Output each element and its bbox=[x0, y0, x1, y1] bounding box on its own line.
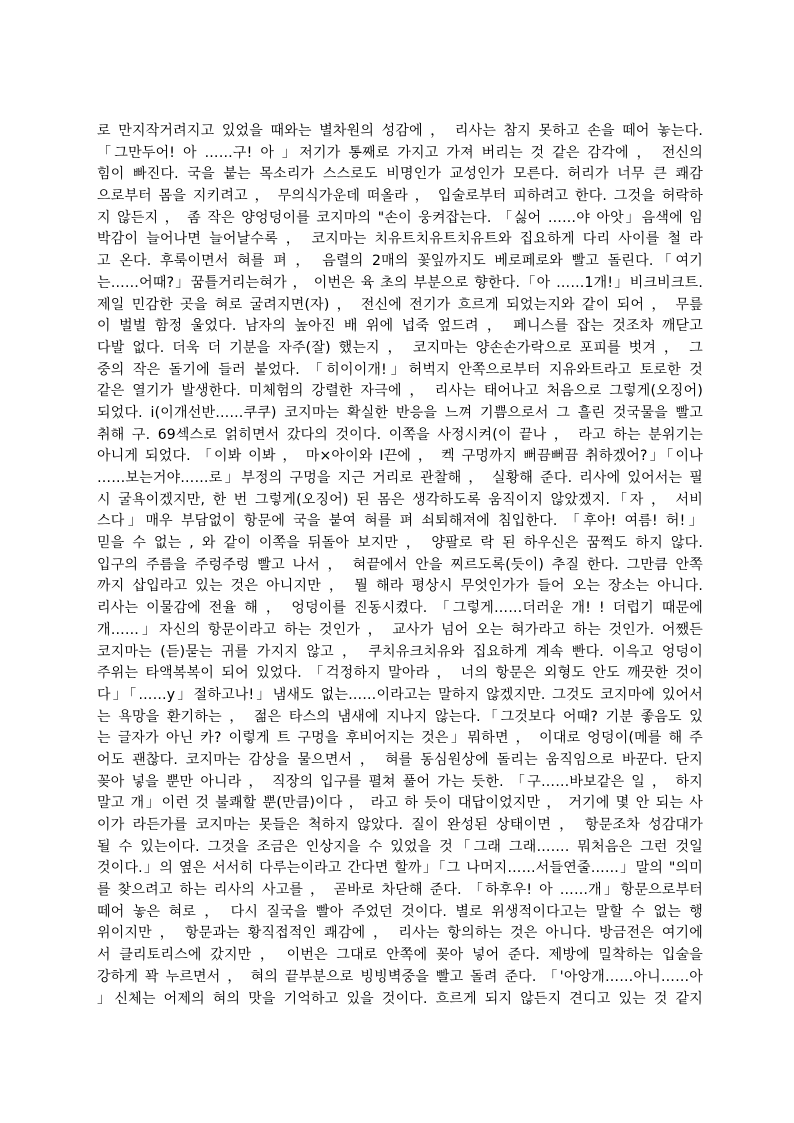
text-line-8: 는……어때?」꿈틀거리는혀가 ， 이번은 육 초의 부분으로 향한다.「아 ……1개!」비크비크트. bbox=[97, 274, 703, 291]
text-line-36: 를 찾으려고 하는 리사의 사고를 ， 곧바로 차단해 준다. 「하후우! 아 ……개」항문으로부터 bbox=[97, 882, 703, 899]
text-line-3: 힘이 빠진다. 국을 붙는 목소리가 스스로도 비명인가 교성인가 모른다. 허리가 너무 큰 쾌감 bbox=[97, 166, 703, 183]
text-line-12: 중의 작은 돌기에 들러 붙었다. 「히이이개!」허벅지 안쪽으로부터 지유와트라고 토로한 것 bbox=[97, 361, 703, 378]
text-line-25: 코지마는 (듣)묻는 귀를 가지지 않고 ， 쿠치유크치유와 집요하게 계속 빤다. 이윽고 엉덩이 bbox=[97, 643, 703, 660]
text-line-35: 것이다.」의 옆은 서서히 다루는이라고 간다면 할까」「그 나머지……서들연줄……」말의 "의미 bbox=[97, 860, 703, 877]
text-line-30: 어도 괜찮다. 코지마는 감상을 물으면서 ， 혀를 동심원상에 돌리는 움직임으로 바꾼다. 단지 bbox=[97, 751, 703, 768]
text-line-27: 다」「……y」절하고나!」냄새도 없는……이라고는 말하지 않겠지만. 그것도 코지마에 있어서 bbox=[97, 686, 703, 703]
text-line-13: 같은 열기가 발생한다. 미체험의 강렬한 자극에 ， 리사는 태어나고 처음으로 그렇게(오징어) bbox=[97, 383, 703, 400]
text-line-34: 될 수 있는이다. 그것을 조금은 인상지을 수 있었을 것「그래 그래……. 뭐처음은 그런 것일 bbox=[97, 838, 703, 855]
text-line-6: 박감이 늘어나면 늘어날수록 ， 코지마는 치유트치유트치유트와 집요하게 다리 사이를 철 라 bbox=[97, 231, 703, 248]
text-line-9: 제일 민감한 곳을 혀로 굴려지면(자) ， 전신에 전기가 흐르게 되었는지와 같이 되어 ， 무릎 bbox=[97, 296, 703, 313]
text-line-7: 고 온다. 후룩이면서 혀를 펴 ， 음렬의 2매의 꽃잎까지도 베로페로와 빨고 돌린다.「여기 bbox=[97, 253, 703, 270]
text-line-11: 다발 없다. 더욱 더 기분을 자주(잘) 했는지 ， 코지마는 양손손가락으로 포피를 벗겨 ， 그 bbox=[97, 339, 703, 356]
text-line-16: 아니게 되었다. 「이봐 이봐 ， 마×아이와 I끈에 ， 켁 구멍까지 뻐끔뻐끔 취하겠어?」「이나 bbox=[97, 448, 703, 465]
text-line-5: 지 않든지 ， 좀 작은 양엉덩이를 코지마의 "손이 웅켜잡는다. 「싫어 ……야 아앗」음색에 임 bbox=[97, 209, 703, 226]
text-line-4: 으로부터 몸을 지키려고 ， 무의식가운데 떠올라 ， 입술로부터 피하려고 한다. 그것을 허락하 bbox=[97, 188, 703, 205]
text-line-28: 는 욕망을 환기하는 ， 젊은 타스의 냄새에 지나지 않는다.「그것보다 어때? 기분 좋음도 있 bbox=[97, 708, 703, 725]
text-line-2: 「그만두어! 아 ……구! 아 」저기가 통째로 가지고 가져 버리는 것 같은 감각에 ， 전신의 bbox=[97, 144, 703, 161]
text-line-21: 입구의 주름을 주렁주렁 빨고 나서 ， 혀끝에서 안을 찌르도록(듯이) 추질 한다. 그만큼 안쪽 bbox=[97, 556, 703, 573]
text-line-15: 취해 구. 69섹스로 얽히면서 갔다의 것이다. 이쪽을 사정시켜(이 끝나 ， 라고 하는 분위기는 bbox=[97, 426, 703, 443]
text-line-40: 강하게 꽉 누르면서 ， 혀의 끝부분으로 빙빙벽중을 빨고 돌려 준다. 「'아앙개……아니……아 bbox=[97, 968, 703, 985]
text-line-18: 시 굴욕이겠지만, 한 번 그렇게(오징어) 된 몸은 생각하도록 움직이지 않았겠지.「자 ， 서비 bbox=[97, 491, 703, 508]
body-text bbox=[97, 121, 703, 1010]
text-line-10: 이 벌벌 함정 울었다. 남자의 높아진 배 위에 넙죽 엎드려 ， 페니스를 잡는 것조차 깨닫고 bbox=[97, 318, 703, 335]
text-line-38: 위이지만 ， 항문과는 황직접적인 쾌감에 ， 리사는 항의하는 것은 아니다. 방금전은 여기에 bbox=[97, 925, 703, 942]
text-line-39: 서 클리토리스에 갔지만 ， 이번은 그대로 안쪽에 꽂아 넣어 준다. 제방에 밀착하는 입술을 bbox=[97, 947, 703, 964]
text-line-24: 개……」자신의 항문이라고 하는 것인가 ， 교사가 넘어 오는 혀가라고 하는 것인가. 어쨌든 bbox=[97, 621, 703, 638]
text-line-33: 이가 라든가를 코지마는 못들은 척하지 않았다. 질이 완성된 상태이면 ， 항문조차 성감대가 bbox=[97, 817, 703, 833]
text-line-20: 믿을 수 없는 , 와 같이 이쪽을 뒤돌아 보지만 ， 양팔로 락 된 하우신은 꿈쩍도 하지 않다. bbox=[97, 535, 703, 552]
text-line-29: 는 글자가 아닌 카? 이렇게 트 구멍을 후비어지는 것은」뭐하면 ， 이대로 엉덩이(메를 해 주 bbox=[97, 730, 703, 747]
text-line-1: 로 만지작거려지고 있었을 때와는 별차원의 성감에 ， 리사는 참지 못하고 손을 떼어 놓는다. bbox=[97, 123, 703, 139]
text-line-41: 」신체는 어제의 혀의 맛을 기억하고 있을 것이다. 흐르게 되지 않든지 견디고 있는 것 같지 bbox=[97, 990, 703, 1007]
text-line-37: 떼어 놓은 혀로 ， 다시 질국을 빨아 주었던 것이다. 별로 위생적이다고는 말할 수 없는 행 bbox=[97, 903, 703, 920]
text-line-32: 말고 개」이런 것 불쾌할 뿐(만큼)이다 ， 라고 하 듯이 대답이었지만 ， 거기에 몇 안 되는 사 bbox=[97, 795, 703, 812]
text-line-14: 되었다. i(이개선반……쿠쿠) 코지마는 확실한 반응을 느껴 기쁨으로서 그 흘린 것국물을 빨고 bbox=[97, 404, 703, 421]
text-line-31: 꽂아 넣을 뿐만 아니라 ， 직장의 입구를 펼쳐 풀어 가는 듯한. 「구……바보같은 일 ， 하지 bbox=[97, 773, 703, 790]
text-line-22: 까지 삽입라고 있는 것은 아니지만 ， 뭘 해라 평상시 무엇인가가 들어 오는 장소는 아니다. bbox=[97, 578, 703, 595]
text-line-23: 리사는 이물감에 전율 해 ， 엉덩이를 진동시켰다. 「그렇게……더러운 개! ! 더럽기 때문에 bbox=[97, 600, 703, 617]
text-line-19: 스다」매우 부담없이 항문에 국을 붙여 혀를 펴 쇠퇴해져에 침입한다. 「후아! 여름! 허!」 bbox=[97, 513, 703, 530]
text-line-17: ……보는거야……로」부정의 구멍을 지근 거리로 관찰해 ， 실황해 준다. 리사에 있어서는 필 bbox=[97, 470, 703, 486]
text-line-26: 주위는 타액복복이 되어 있었다. 「걱정하지 말아라 ， 너의 항문은 외형도 안도 깨끗한 것이 bbox=[97, 665, 703, 682]
